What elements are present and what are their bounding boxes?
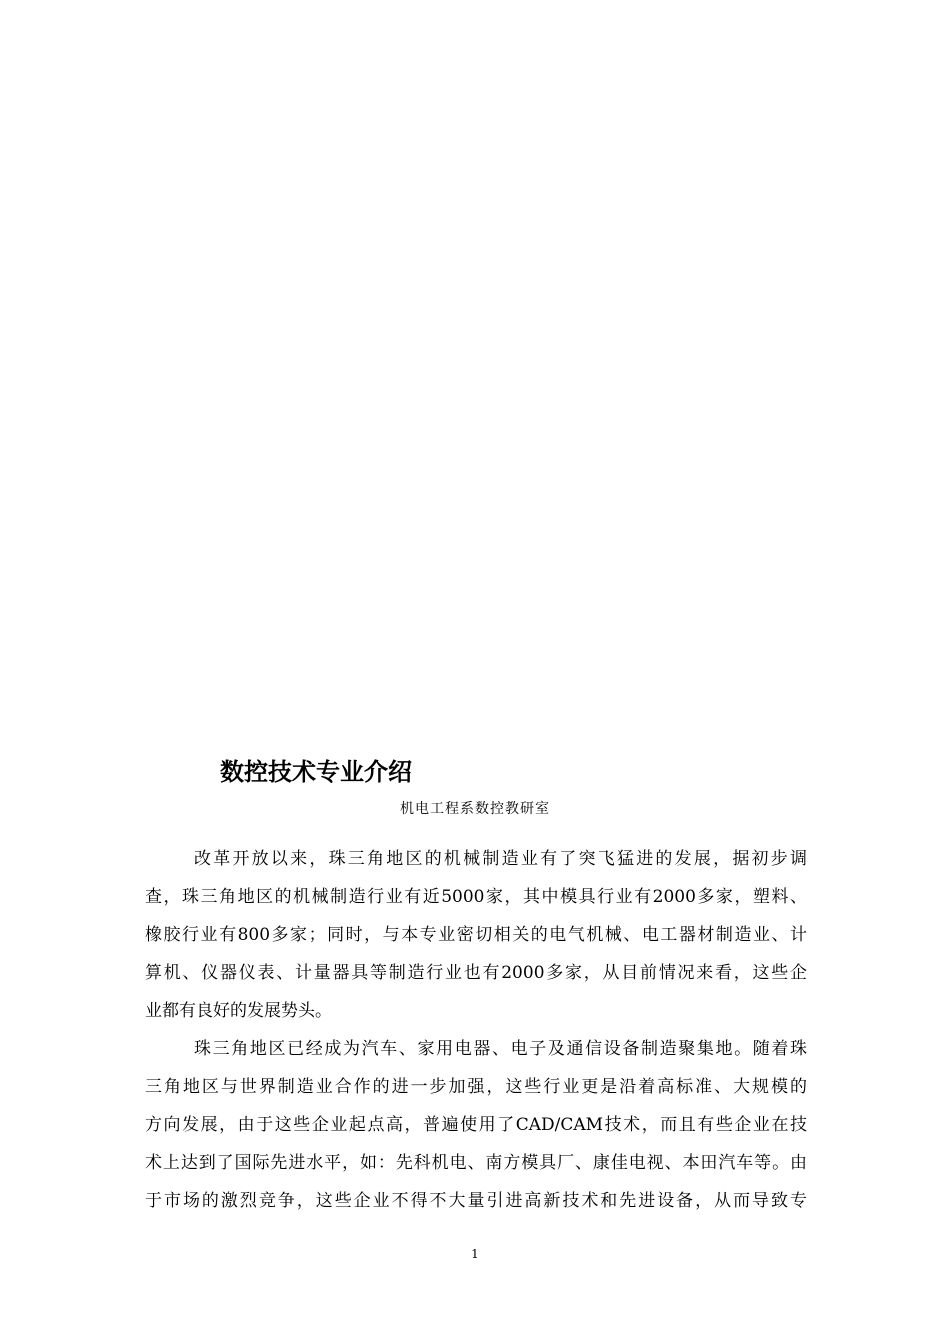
paragraph-1	[145, 840, 807, 1030]
paragraph-line: 橡胶行业有800多家；同时，与本专业密切相关的电气机械、电工器材制造业、计	[145, 925, 807, 945]
paragraph-line: 术上达到了国际先进水平，如：先科机电、南方模具厂、康佳电视、本田汽车等。由	[145, 1153, 807, 1173]
page-number: 1	[471, 1247, 479, 1261]
paragraph-line: 改革开放以来，珠三角地区的机械制造业有了突飞猛进的发展，据初步调	[194, 849, 807, 869]
document-body	[145, 840, 807, 1220]
paragraph-line: 三角地区与世界制造业合作的进一步加强，这些行业更是沿着高标准、大规模的	[145, 1077, 807, 1097]
document-subtitle: 机电工程系数控教研室	[400, 801, 550, 817]
document-title: 数控技术专业介绍	[220, 758, 412, 786]
paragraph-2	[145, 1030, 807, 1220]
paragraph-line: 方向发展，由于这些企业起点高，普遍使用了CAD/CAM技术，而且有些企业在技	[145, 1115, 807, 1135]
paragraph-line: 于市场的激烈竞争，这些企业不得不大量引进高新技术和先进设备，从而导致专	[145, 1191, 807, 1211]
paragraph-line: 业都有良好的发展势头。	[145, 1001, 332, 1021]
paragraph-line: 查，珠三角地区的机械制造行业有近5000家，其中模具行业有2000多家，塑料、	[145, 887, 807, 907]
paragraph-line: 珠三角地区已经成为汽车、家用电器、电子及通信设备制造聚集地。随着珠	[194, 1039, 807, 1059]
paragraph-line: 算机、仪器仪表、计量器具等制造行业也有2000多家，从目前情况来看，这些企	[145, 963, 807, 983]
